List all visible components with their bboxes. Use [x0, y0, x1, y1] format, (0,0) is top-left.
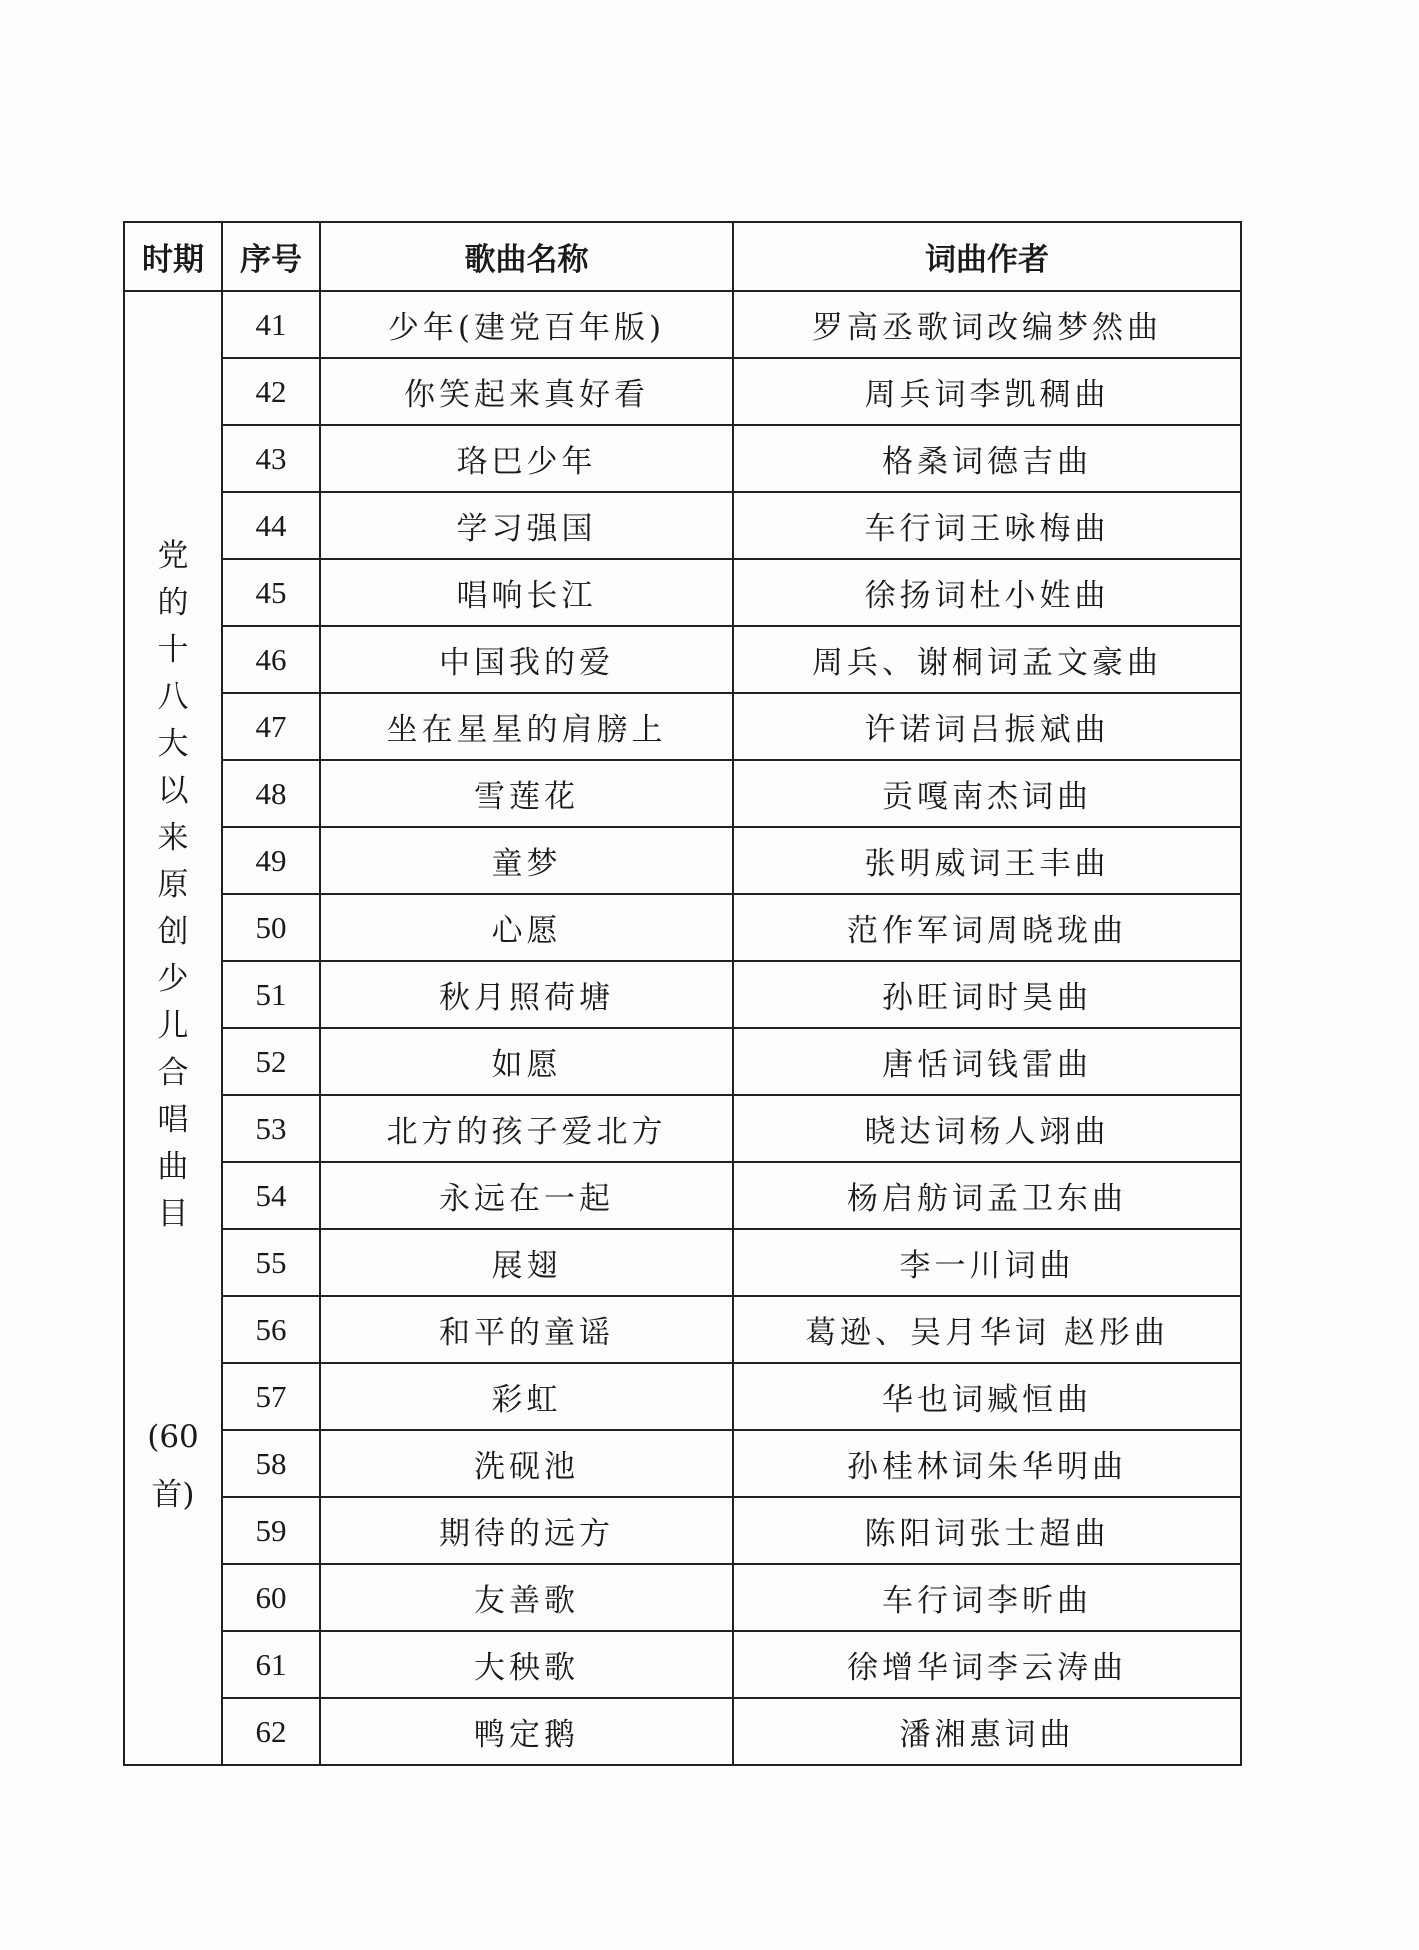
song-authors: 晓达词杨人翊曲: [733, 1095, 1241, 1162]
song-title: 洗砚池: [320, 1430, 733, 1497]
table-row: [124, 1095, 1241, 1162]
song-number: 60: [222, 1564, 320, 1631]
period-label: 党的十八大以来原创少儿合唱曲目: [157, 537, 189, 1232]
song-title: 童梦: [320, 827, 733, 894]
song-number: 61: [222, 1631, 320, 1698]
song-authors: 孙桂林词朱华明曲: [733, 1430, 1241, 1497]
table-row: [124, 626, 1241, 693]
song-number: 47: [222, 693, 320, 760]
table-row: [124, 1296, 1241, 1363]
song-authors: 车行词李昕曲: [733, 1564, 1241, 1631]
song-authors: 格桑词德吉曲: [733, 425, 1241, 492]
song-authors: 车行词王咏梅曲: [733, 492, 1241, 559]
song-number: 50: [222, 894, 320, 961]
song-title: 如愿: [320, 1028, 733, 1095]
song-number: 58: [222, 1430, 320, 1497]
table-row: [124, 1162, 1241, 1229]
song-number: 45: [222, 559, 320, 626]
table-row: [124, 291, 1241, 358]
song-title: 期待的远方: [320, 1497, 733, 1564]
table-row: [124, 1698, 1241, 1765]
song-authors: 张明威词王丰曲: [733, 827, 1241, 894]
table-row: [124, 1497, 1241, 1564]
song-title: 你笑起来真好看: [320, 358, 733, 425]
song-title: 雪莲花: [320, 760, 733, 827]
song-authors: 华也词臧恒曲: [733, 1363, 1241, 1430]
song-title: 少年(建党百年版): [320, 291, 733, 358]
table-header-row: [124, 222, 1241, 291]
song-authors: 葛逊、吴月华词 赵彤曲: [733, 1296, 1241, 1363]
song-authors: 陈阳词张士超曲: [733, 1497, 1241, 1564]
song-title: 坐在星星的肩膀上: [320, 693, 733, 760]
song-number: 42: [222, 358, 320, 425]
song-title: 唱响长江: [320, 559, 733, 626]
song-number: 44: [222, 492, 320, 559]
table-body: [124, 291, 1241, 1765]
song-authors: 罗高丞歌词改编梦然曲: [733, 291, 1241, 358]
song-authors: 孙旺词时昊曲: [733, 961, 1241, 1028]
table-row: [124, 693, 1241, 760]
period-cell: [124, 291, 222, 1765]
song-number: 52: [222, 1028, 320, 1095]
song-number: 55: [222, 1229, 320, 1296]
song-number: 62: [222, 1698, 320, 1765]
song-number: 46: [222, 626, 320, 693]
song-authors: 周兵词李凯稠曲: [733, 358, 1241, 425]
table-row: [124, 559, 1241, 626]
song-title: 大秧歌: [320, 1631, 733, 1698]
song-number: 43: [222, 425, 320, 492]
song-title: 心愿: [320, 894, 733, 961]
song-authors: 周兵、谢桐词孟文豪曲: [733, 626, 1241, 693]
song-title: 秋月照荷塘: [320, 961, 733, 1028]
header-period: 时期: [124, 222, 222, 291]
song-authors: 徐扬词杜小姓曲: [733, 559, 1241, 626]
song-number: 57: [222, 1363, 320, 1430]
song-title: 和平的童谣: [320, 1296, 733, 1363]
song-title: 中国我的爱: [320, 626, 733, 693]
table-row: [124, 894, 1241, 961]
song-number: 48: [222, 760, 320, 827]
song-number: 51: [222, 961, 320, 1028]
song-title: 永远在一起: [320, 1162, 733, 1229]
song-number: 41: [222, 291, 320, 358]
table-row: [124, 492, 1241, 559]
table-row: [124, 1564, 1241, 1631]
song-authors: 贡嘎南杰词曲: [733, 760, 1241, 827]
song-table: [123, 221, 1242, 1766]
table-row: [124, 1028, 1241, 1095]
song-authors: 杨启舫词孟卫东曲: [733, 1162, 1241, 1229]
table-row: [124, 1631, 1241, 1698]
header-song-title: 歌曲名称: [320, 222, 733, 291]
song-title: 北方的孩子爱北方: [320, 1095, 733, 1162]
period-count: (60首): [147, 1418, 199, 1513]
table-row: [124, 358, 1241, 425]
header-number: 序号: [222, 222, 320, 291]
song-number: 59: [222, 1497, 320, 1564]
song-title: 学习强国: [320, 492, 733, 559]
table-row: [124, 961, 1241, 1028]
header-authors: 词曲作者: [733, 222, 1241, 291]
song-authors: 许诺词吕振斌曲: [733, 693, 1241, 760]
song-title: 彩虹: [320, 1363, 733, 1430]
song-authors: 潘湘惠词曲: [733, 1698, 1241, 1765]
song-number: 49: [222, 827, 320, 894]
song-title: 珞巴少年: [320, 425, 733, 492]
table-row: [124, 1229, 1241, 1296]
song-authors: 徐增华词李云涛曲: [733, 1631, 1241, 1698]
song-number: 53: [222, 1095, 320, 1162]
song-title: 展翅: [320, 1229, 733, 1296]
song-title: 友善歌: [320, 1564, 733, 1631]
song-authors: 范作军词周晓珑曲: [733, 894, 1241, 961]
table-row: [124, 760, 1241, 827]
table-row: [124, 1430, 1241, 1497]
song-authors: 李一川词曲: [733, 1229, 1241, 1296]
song-number: 54: [222, 1162, 320, 1229]
song-number: 56: [222, 1296, 320, 1363]
table-row: [124, 425, 1241, 492]
song-authors: 唐恬词钱雷曲: [733, 1028, 1241, 1095]
song-title: 鸭定鹅: [320, 1698, 733, 1765]
table-row: [124, 827, 1241, 894]
table-row: [124, 1363, 1241, 1430]
